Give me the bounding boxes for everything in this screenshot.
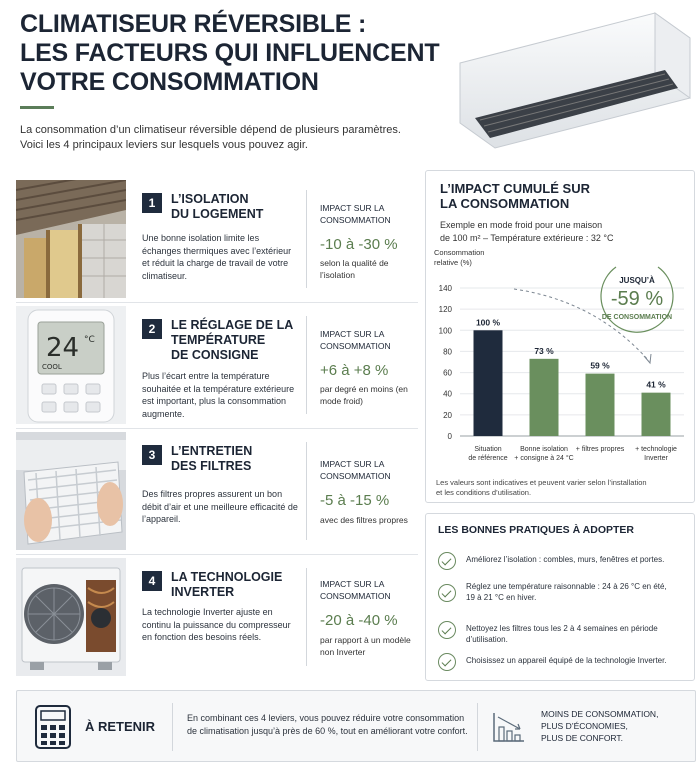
factor-title-line: LE RÉGLAGE DE LA [171, 318, 294, 332]
factor-number: 4 [142, 571, 162, 591]
factor-title [171, 570, 311, 600]
impact-label-line: CONSOMMATION [320, 215, 391, 225]
bar-chart [426, 171, 694, 471]
chart-footnote-line: et les conditions d’utilisation. [436, 488, 532, 497]
x-tick-label: + technologie [635, 446, 677, 453]
x-tick-label: + consigne à 24 °C [514, 455, 574, 462]
factor-title-line: L’ISOLATION [171, 192, 249, 206]
factor-title-line: DU LOGEMENT [171, 207, 264, 221]
air-conditioner-illustration [450, 8, 695, 156]
factor-description: Une bonne isolation limite les échanges thermiques avec l’extérieur et réduit la charge de travail de votre climatiseur. [142, 233, 292, 281]
y-axis-label: relative (%) [434, 258, 472, 267]
practice-text-line: Améliorez l’isolation : combles, murs, fenêtres et portes. [466, 555, 665, 564]
insulation-image [16, 180, 126, 298]
factor-number: 3 [142, 445, 162, 465]
bar [586, 374, 615, 436]
impact-label-line: IMPACT SUR LA [320, 459, 385, 469]
factor-description: La technologie Inverter ajuste en continu la puissance du compresseur en fonction des besoins réels. [142, 607, 291, 642]
bar [642, 393, 671, 436]
thermostat-display: 24 [46, 333, 80, 363]
bar-value-label: 41 % [646, 379, 666, 390]
check-icon [438, 653, 456, 671]
factor-title-line: DES FILTRES [171, 459, 252, 473]
y-tick-label: 0 [447, 432, 452, 441]
practice-text [466, 623, 696, 645]
practice-item [438, 581, 688, 611]
bar [474, 330, 503, 436]
y-tick-label: 120 [438, 305, 452, 315]
factor-title-line: L’ENTRETIEN [171, 444, 253, 458]
takeaway-benefit-line: PLUS D’ÉCONOMIES, [541, 721, 628, 731]
practice-item [438, 618, 688, 648]
factor-title-line: TEMPÉRATURE [171, 333, 266, 347]
impact-note: par degré en moins (en mode froid) [320, 384, 408, 406]
decreasing-bars-icon [492, 711, 526, 743]
x-tick-label: Inverter [644, 455, 668, 462]
impact-chart-panel [425, 170, 695, 503]
impact-value: -20 à -40 % [320, 612, 398, 629]
x-tick-label: Situation [474, 446, 502, 453]
factor-title [171, 192, 311, 222]
factor-number: 1 [142, 193, 162, 213]
y-tick-label: 100 [438, 326, 452, 336]
factor-title [171, 444, 311, 474]
factor-divider [306, 316, 307, 414]
bar-value-label: 59 % [590, 360, 610, 371]
factor-divider [306, 190, 307, 288]
factor-inverter [16, 558, 418, 676]
takeaway-text [187, 712, 472, 738]
check-icon [438, 621, 456, 639]
thermostat-unit: °C [84, 335, 95, 345]
outdoor-unit-image [16, 558, 126, 676]
filter-cleaning-image [16, 432, 126, 550]
impact-value: -10 à -30 % [320, 236, 398, 253]
takeaway-text-line: de climatisation jusqu’à près de 60 %, tout en améliorant votre confort. [187, 726, 468, 736]
impact-label-line: IMPACT SUR LA [320, 203, 385, 213]
factor-title-line: INVERTER [171, 585, 235, 599]
intro-text [20, 123, 440, 153]
factor-title-line: DE CONSIGNE [171, 348, 259, 362]
practice-text-line: 19 à 21 °C en hiver. [466, 593, 537, 602]
chart-title-line: L’IMPACT CUMULÉ SUR [440, 181, 590, 196]
factor-divider [306, 442, 307, 540]
page-title [20, 10, 460, 97]
factor-separator [16, 302, 418, 303]
impact-label-line: IMPACT SUR LA [320, 579, 385, 589]
takeaway-text-line: En combinant ces 4 leviers, vous pouvez réduire votre consommation [187, 713, 465, 723]
title-line-3: VOTRE CONSOMMATION [20, 68, 319, 96]
bar-value-label: 73 % [534, 345, 554, 356]
chart-subtitle-line: de 100 m² – Température extérieure : 32 °C [440, 233, 614, 243]
badge-top-text: JUSQU’À [619, 276, 655, 285]
y-tick-label: 140 [438, 284, 452, 293]
impact-label [320, 202, 415, 226]
y-tick-label: 20 [443, 410, 452, 420]
practices-title: LES BONNES PRATIQUES À ADOPTER [438, 524, 635, 536]
factor-insulation [16, 180, 418, 298]
impact-value: -5 à -15 % [320, 492, 390, 509]
practice-text-line: Choisissez un appareil équipé de la technologie Inverter. [466, 656, 667, 665]
good-practices-panel [425, 513, 695, 681]
thermostat-mode: COOL [42, 363, 62, 371]
factor-title [171, 318, 311, 363]
impact-label-line: CONSOMMATION [320, 591, 391, 601]
practice-text-line: Nettoyez les filtres tous les 2 à 4 semaines en période d’utilisation. [466, 624, 658, 644]
practice-text [466, 554, 696, 565]
x-tick-label: de référence [468, 455, 508, 462]
intro-line-2: Voici les 4 principaux leviers sur lesquels vous pouvez agir. [20, 139, 308, 151]
impact-label-line: IMPACT SUR LA [320, 329, 385, 339]
practice-text [466, 581, 696, 603]
bar-value-label: 100 % [475, 317, 501, 328]
check-icon [438, 552, 456, 570]
y-tick-label: 40 [443, 389, 452, 399]
impact-note: selon la qualité de l’isolation [320, 258, 389, 280]
factor-divider [306, 568, 307, 666]
impact-label [320, 328, 415, 352]
check-icon [438, 584, 456, 602]
takeaway-bar [16, 690, 696, 762]
factor-description: Des filtres propres assurent un bon débit d’air et une meilleure efficacité de l’appareil. [142, 489, 298, 524]
factor-description: Plus l’écart entre la température souhaitée et la température extérieure est important, plus la consommation augmente. [142, 371, 295, 419]
impact-label [320, 578, 415, 602]
title-underline [20, 106, 54, 109]
impact-label-line: CONSOMMATION [320, 471, 391, 481]
x-tick-label: + filtres propres [575, 446, 625, 453]
impact-label [320, 458, 415, 482]
impact-label-line: CONSOMMATION [320, 341, 391, 351]
takeaway-benefit-line: MOINS DE CONSOMMATION, [541, 709, 659, 719]
takeaway-title: À RETENIR [85, 719, 156, 734]
practice-item [438, 549, 688, 579]
practice-text-line: Réglez une température raisonnable : 24 à 26 °C en été, [466, 582, 667, 591]
takeaway-divider [172, 703, 173, 751]
factor-separator [16, 428, 418, 429]
x-tick-label: Bonne isolation [520, 446, 568, 453]
factor-number: 2 [142, 319, 162, 339]
badge-bottom-text: DE CONSOMMATION [601, 314, 673, 321]
factor-title-line: LA TECHNOLOGIE [171, 570, 283, 584]
factor-filters [16, 432, 418, 550]
y-tick-label: 60 [443, 368, 452, 378]
chart-subtitle-line: Exemple en mode froid pour une maison [440, 220, 603, 230]
trend-arrow-head [644, 354, 651, 363]
impact-note: avec des filtres propres [320, 515, 408, 525]
y-tick-label: 80 [443, 347, 452, 357]
practice-text [466, 655, 696, 666]
takeaway-benefits [541, 708, 691, 744]
impact-value: +6 à +8 % [320, 362, 389, 379]
chart-footnote-line: Les valeurs sont indicatives et peuvent varier selon l’installation [436, 478, 647, 487]
intro-line-1: La consommation d’un climatiseur réversible dépend de plusieurs paramètres. [20, 124, 401, 136]
title-line-2: LES FACTEURS QUI INFLUENCENT [20, 39, 440, 67]
practice-item [438, 650, 688, 680]
factor-temperature [16, 306, 418, 424]
takeaway-divider [477, 703, 478, 751]
y-axis-label: Consommation [434, 248, 485, 257]
title-line-1: CLIMATISEUR RÉVERSIBLE : [20, 10, 367, 38]
thermostat-image [16, 306, 126, 424]
chart-footnote [436, 478, 686, 498]
impact-note: par rapport à un modèle non Inverter [320, 635, 411, 657]
factor-separator [16, 554, 418, 555]
chart-title-line: LA CONSOMMATION [440, 196, 570, 211]
calculator-icon [35, 705, 71, 749]
bar [530, 359, 559, 436]
badge-value: -59 % [610, 288, 664, 310]
takeaway-benefit-line: PLUS DE CONFORT. [541, 733, 624, 743]
